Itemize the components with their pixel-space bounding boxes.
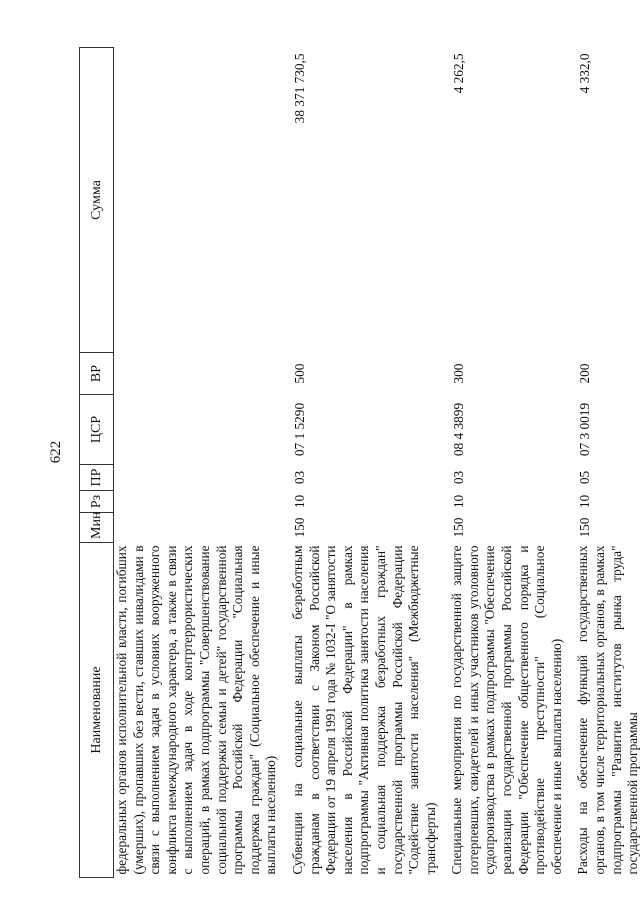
row-min: 150 — [291, 517, 307, 538]
header-rz: Рз — [80, 491, 114, 513]
row-rz: 10 — [291, 494, 307, 509]
header-vr: ВР — [80, 353, 114, 395]
row-name: федеральных органов исполнительной власти, погибших (умерших), пропавших без вести, ставших инвалидами в связи с выполнением задач в условиях вооруженного конфликта немеждународного характера, а также в связи с выполнением задач в ходе контртеррористических операций, в рамках подпрограммы "Совершенствование социальной поддержки семьи и детей" государственной программы Российской Федерации "Социальная поддержка граждан" (Социальное обеспечение и иные выплаты населению) — [114, 545, 279, 875]
row-sum — [114, 48, 280, 353]
row-csr: 08 4 3899 — [451, 402, 467, 457]
table-header-row — [80, 48, 114, 878]
row-min — [114, 513, 280, 543]
row-csr: 07 3 0019 — [577, 402, 593, 457]
row-rz: 10 — [451, 494, 467, 509]
row-pr: 03 — [291, 470, 307, 485]
table-row — [575, 48, 640, 878]
row-sum: 4 332,0 — [577, 53, 593, 94]
row-name: Субвенции на социальные выплаты безработным гражданам в соответствии с Законом Российской Федерации от 19 апреля 1991 года № 1032-I "О занятости населения в Российской Федерации" в рамках подпрограммы "Активная политика занятости населения и социальная поддержка безработных граждан" государственной программы Российской Федерации "Содействие занятости населения" (Межбюджетные трансферты) — [289, 545, 438, 875]
budget-table — [79, 47, 640, 878]
row-vr — [114, 353, 280, 395]
row-csr: 07 1 5290 — [291, 402, 307, 457]
row-name: Специальные мероприятия по государственной защите потерпевших, свидетелей и иных участников уголовного судопроизводства в рамках подпрограммы "Обеспечение реализации государственной программы Российской Федерации "Обеспечение общественного порядка и противодействие преступности" (Социальное обеспечение и иные выплаты населению) — [449, 545, 564, 875]
table-row — [449, 48, 565, 878]
rotated-page-content — [79, 48, 640, 878]
header-sum: Сумма — [80, 48, 114, 353]
row-pr: 05 — [577, 470, 593, 485]
row-csr — [114, 395, 280, 465]
row-vr: 200 — [577, 363, 593, 384]
row-vr: 300 — [451, 363, 467, 384]
row-min: 150 — [451, 517, 467, 538]
header-pr: ПР — [80, 465, 114, 491]
row-rz — [114, 491, 280, 513]
row-pr — [114, 465, 280, 491]
row-sum: 38 371 730,5 — [291, 53, 307, 124]
page-number: 622 — [48, 440, 64, 464]
header-name: Наименование — [80, 543, 114, 878]
header-min: Мин — [80, 513, 114, 543]
table-row — [290, 48, 439, 878]
row-min: 150 — [577, 517, 593, 538]
row-rz: 10 — [577, 494, 593, 509]
row-pr: 03 — [451, 470, 467, 485]
row-vr: 500 — [291, 363, 307, 384]
row-sum: 4 262,5 — [451, 53, 467, 94]
row-name: Расходы на обеспечение функций государственных органов, в том числе территориальных органов, в рамках подпрограммы "Развитие институтов рынка труда" государственной программы — [575, 545, 640, 875]
table-row — [114, 48, 280, 878]
header-csr: ЦСР — [80, 395, 114, 465]
